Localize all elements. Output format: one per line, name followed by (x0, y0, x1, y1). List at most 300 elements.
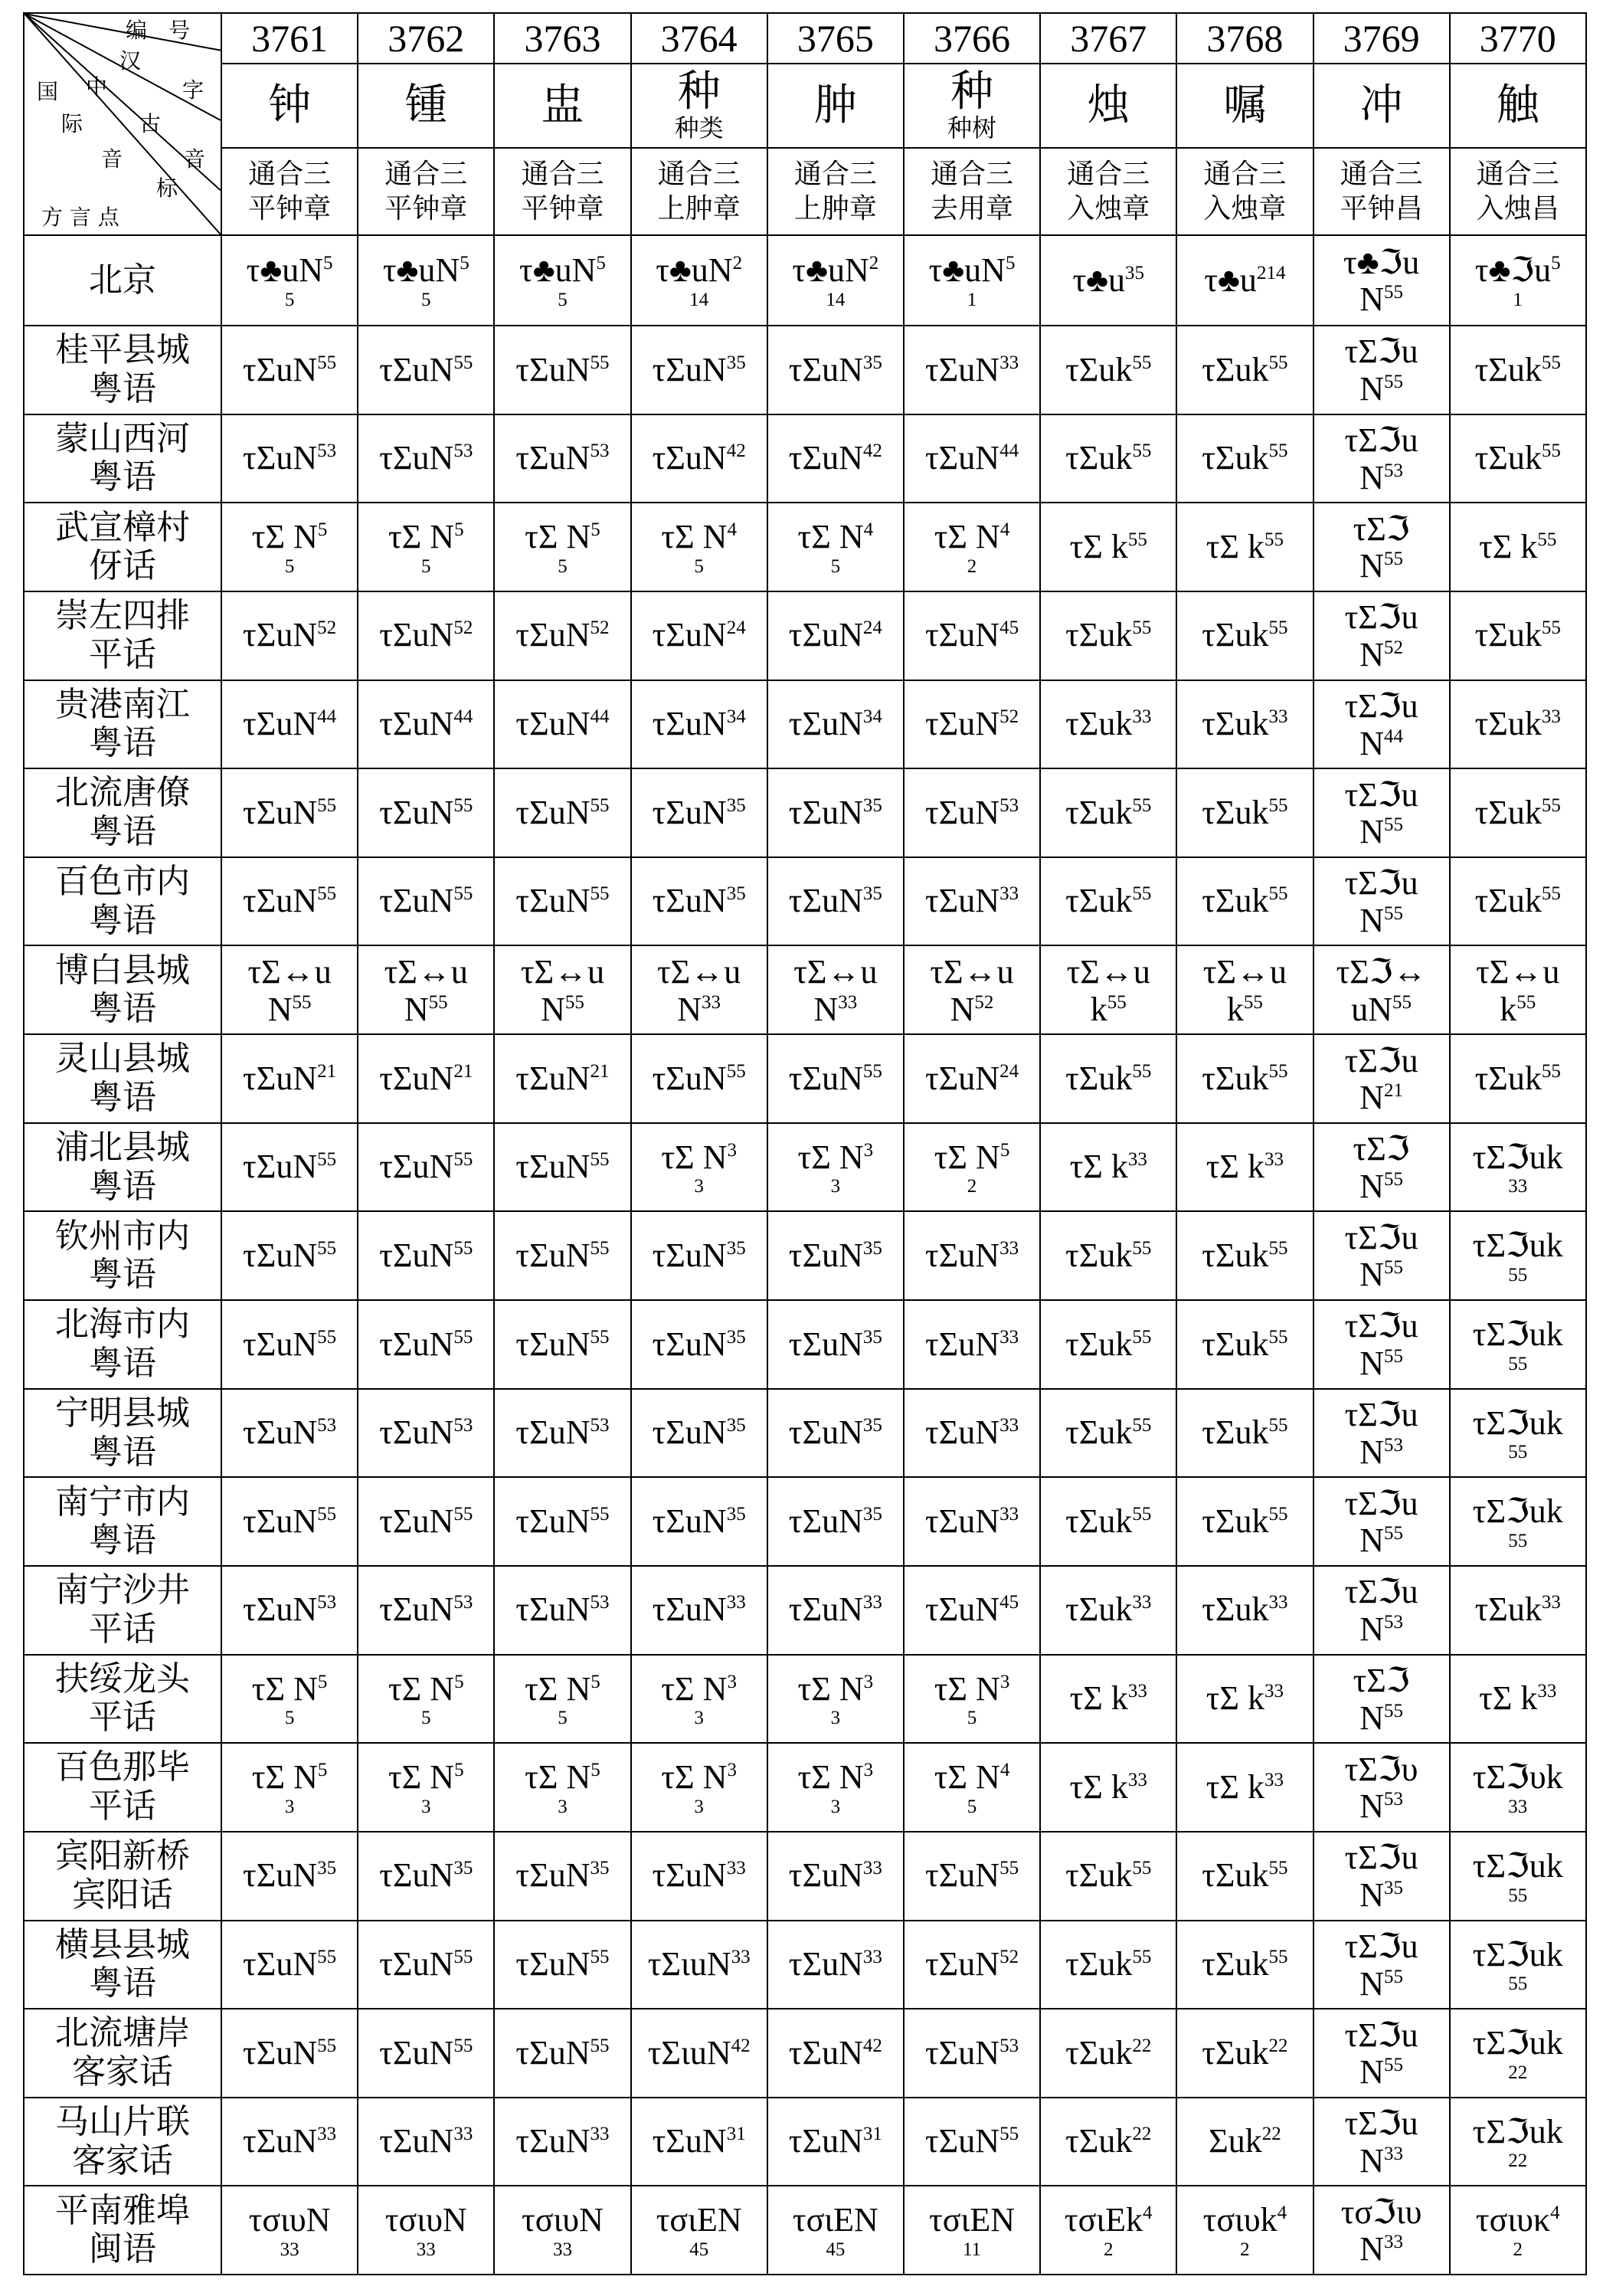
ipa-text: τΣuN (379, 350, 454, 388)
pronunciation-cell (1176, 680, 1313, 769)
pronunciation-cell (631, 1123, 767, 1212)
pronunciation-cell (904, 1655, 1040, 1744)
pronunciation-cell (1313, 2098, 1450, 2186)
pronunciation-cell (494, 1034, 630, 1123)
ipa-text: τΣuN (924, 439, 1000, 477)
pronunciation-cell (221, 680, 358, 769)
dialect-row (24, 945, 1586, 1034)
dialect-name-cell (24, 768, 221, 857)
tone-superscript: 55 (1243, 991, 1263, 1013)
dialect-row (24, 1389, 1586, 1478)
ipa-text-continued: N (1359, 724, 1384, 762)
pronunciation-cell (358, 1123, 494, 1212)
tone-subscript: 55 (1508, 1442, 1528, 1463)
pronunciation-cell (1176, 2009, 1313, 2098)
pronunciation-cell (358, 1034, 494, 1123)
pronunciation-cell (904, 945, 1040, 1034)
ipa-text: τΣιuN (647, 1945, 731, 1983)
ipa-text: τσιEN (792, 2201, 878, 2239)
dialect-name-line: 百色那毕 (55, 1747, 190, 1787)
tone-superscript: 33 (999, 352, 1019, 373)
ipa-text: τΣuN (788, 882, 863, 920)
tone-superscript: 53 (590, 1592, 610, 1613)
tone-superscript: 55 (1383, 549, 1403, 570)
tone-superscript: 55 (428, 991, 448, 1013)
pronunciation-cell (221, 235, 358, 326)
pronunciation-cell (767, 1655, 904, 1744)
pronunciation-cell (1450, 2009, 1586, 2098)
ipa-text-continued: N (1359, 635, 1384, 673)
pronunciation-cell (767, 1832, 904, 1921)
tone-superscript: 55 (1132, 1237, 1152, 1259)
tone-superscript: 35 (317, 1858, 337, 1879)
tone-superscript: 33 (1127, 1769, 1147, 1790)
ipa-text: τΣuN (924, 1945, 1000, 1983)
dialect-name-line: 粤语 (89, 1521, 156, 1561)
pronunciation-cell (1040, 1832, 1176, 1921)
pronunciation-cell (494, 235, 630, 326)
tone-subscript: 11 (962, 2239, 982, 2261)
ipa-text: τΣuk (1474, 350, 1542, 388)
dialect-name-line: 粤语 (89, 457, 156, 497)
ipa-text: τσιυN (522, 2201, 604, 2239)
tone-superscript: 5 (590, 519, 600, 541)
ipa-text: τΣ k (1206, 1679, 1265, 1718)
tone-subscript: 2 (967, 1176, 977, 1197)
middle-chinese-line: 上肿章 (657, 193, 741, 224)
ipa-text: τΣuN (652, 1502, 727, 1540)
pronunciation-cell (904, 2009, 1040, 2098)
tone-superscript: 55 (1383, 1346, 1403, 1367)
tone-superscript: 55 (453, 1947, 473, 1968)
dialect-name-line: 平话 (89, 1787, 156, 1826)
tone-superscript: 42 (862, 441, 882, 462)
ipa-text: τΣ N (661, 1758, 728, 1797)
pronunciation-cell (1040, 768, 1176, 857)
ipa-text: τΣuN (243, 350, 318, 388)
ipa-text: τΣuN (924, 1502, 1000, 1540)
tone-superscript: 33 (726, 1592, 746, 1613)
tone-superscript: 31 (862, 2124, 882, 2145)
dialect-name-cell (24, 857, 221, 946)
pronunciation-cell (221, 2186, 358, 2275)
middle-chinese-line: 通合三 (793, 159, 877, 190)
tone-superscript: 55 (1132, 1858, 1152, 1879)
ipa-text: τΣℑu (1344, 598, 1418, 637)
ipa-text: τΣuk (1202, 2033, 1269, 2072)
tone-superscript: 31 (726, 2124, 746, 2145)
pronunciation-cell (221, 1743, 358, 1832)
tone-superscript: 55 (317, 1149, 337, 1171)
ipa-text: τΣuk (1065, 1502, 1133, 1540)
dialect-name-cell (24, 235, 221, 326)
pronunciation-cell (767, 768, 904, 857)
tone-superscript: 3 (727, 1760, 737, 1781)
pronunciation-cell (1176, 1211, 1313, 1300)
ipa-text: τΣuN (515, 1502, 590, 1540)
ipa-text: τΣℑu (1344, 775, 1418, 814)
pronunciation-cell (904, 235, 1040, 326)
ipa-text: τΣℑuk (1472, 2112, 1563, 2150)
pronunciation-cell (767, 1123, 904, 1212)
dialect-row (24, 680, 1586, 769)
ipa-text: τΣuk (1065, 2122, 1133, 2160)
tone-subscript: 33 (1508, 1176, 1528, 1197)
ipa-text: τΣuN (788, 1059, 863, 1097)
ipa-text-continued: k (1226, 990, 1244, 1028)
pronunciation-cell (1040, 680, 1176, 769)
dialect-name-line: 粤语 (89, 812, 156, 852)
ipa-text: τΣuk (1474, 439, 1542, 477)
tone-subscript: 33 (280, 2239, 299, 2261)
pronunciation-cell (1450, 1743, 1586, 1832)
ipa-text-continued: N (541, 990, 565, 1028)
ipa-text: τΣuN (379, 616, 454, 654)
pronunciation-cell (904, 857, 1040, 946)
ipa-text: τΣ k (1069, 1679, 1128, 1718)
tone-superscript: 4 (863, 519, 874, 541)
tone-superscript: 55 (590, 352, 610, 373)
pronunciation-cell (358, 2098, 494, 2186)
pronunciation-cell (1176, 1477, 1313, 1566)
ipa-text: τΣℑu (1344, 2104, 1418, 2143)
tone-superscript: 55 (1392, 991, 1412, 1013)
ipa-text: τΣ k (1479, 1679, 1538, 1718)
tone-subscript: 3 (694, 1176, 704, 1197)
pronunciation-cell (1450, 1123, 1586, 1212)
pronunciation-cell (1313, 1300, 1450, 1389)
tone-superscript: 4 (1143, 2203, 1153, 2224)
pronunciation-cell (494, 414, 630, 503)
pronunciation-cell (904, 1477, 1040, 1566)
tone-subscript: 5 (284, 555, 295, 577)
ipa-text-continued: N (1359, 1610, 1384, 1648)
tone-superscript: 33 (1127, 1149, 1147, 1171)
pronunciation-cell (358, 680, 494, 769)
ipa-text: τΣuN (788, 705, 863, 743)
pronunciation-cell (358, 1921, 494, 2009)
ipa-text: τΣuN (652, 882, 727, 920)
ipa-text: τΣuN (515, 1325, 590, 1363)
pronunciation-cell (767, 2009, 904, 2098)
pronunciation-cell (1040, 503, 1176, 591)
character-cell (358, 64, 494, 148)
dialect-name-cell (24, 1743, 221, 1832)
pronunciation-cell (904, 414, 1040, 503)
ipa-text: τΣuk (1065, 1325, 1133, 1363)
ipa-text: τΣ N (934, 1758, 1000, 1797)
pronunciation-cell (1176, 857, 1313, 946)
tone-superscript: 5 (590, 1671, 600, 1692)
pronunciation-cell (1040, 591, 1176, 680)
tone-superscript: 55 (1383, 1966, 1403, 1987)
ipa-text: τΣ k (1206, 1767, 1265, 1806)
pronunciation-cell (1313, 768, 1450, 857)
ipa-text: τΣuN (924, 882, 1000, 920)
tone-superscript: 33 (1127, 1681, 1147, 1702)
ipa-text: τΣuN (924, 1059, 1000, 1097)
tone-superscript: 21 (317, 1060, 337, 1082)
ipa-text: τ♣ℑu (1474, 251, 1552, 290)
tone-subscript: 55 (1508, 1265, 1528, 1286)
dialect-name-cell (24, 2098, 221, 2186)
pronunciation-cell (1176, 1566, 1313, 1655)
pronunciation-cell (1176, 591, 1313, 680)
ipa-text: τΣuN (379, 2033, 454, 2072)
middle-chinese-line: 通合三 (521, 159, 604, 190)
pronunciation-cell (904, 680, 1040, 769)
number-cell: 3766 (904, 13, 1040, 64)
pronunciation-cell (904, 326, 1040, 414)
tone-superscript: 55 (1132, 1947, 1152, 1968)
pronunciation-cell (767, 1389, 904, 1478)
ipa-text: τΣuk (1202, 1590, 1269, 1629)
dialect-row (24, 235, 1586, 326)
dialect-row (24, 2098, 1586, 2186)
pronunciation-cell (767, 1743, 904, 1832)
pronunciation-cell (221, 2009, 358, 2098)
ipa-text-continued: N (1359, 2141, 1384, 2180)
ipa-text: τΣuk (1065, 350, 1133, 388)
pronunciation-cell (1040, 2186, 1176, 2275)
pronunciation-cell (631, 1211, 767, 1300)
ipa-text: τΣ↔u (1202, 952, 1287, 991)
ipa-text: τΣuN (515, 1856, 590, 1895)
dialect-name-line: 蒙山西河 (55, 418, 190, 458)
dialect-name-line: 平南雅埠 (55, 2190, 190, 2230)
tone-superscript: 33 (1268, 1592, 1288, 1613)
pronunciation-cell (767, 503, 904, 591)
ipa-text-continued: uN (1351, 990, 1392, 1028)
ipa-text: τΣℑuk (1472, 1227, 1563, 1265)
ipa-text: τΣℑu (1344, 1041, 1418, 1079)
pronunciation-cell (358, 235, 494, 326)
tone-superscript: 214 (1256, 262, 1286, 283)
pronunciation-cell (1040, 945, 1176, 1034)
tone-superscript: 55 (453, 883, 473, 905)
middle-chinese-line: 通合三 (931, 159, 1014, 190)
pronunciation-cell (1313, 680, 1450, 769)
middle-chinese-line: 入烛章 (1067, 193, 1150, 224)
dialect-name-line: 浦北县城 (55, 1127, 190, 1167)
tone-superscript: 55 (1132, 1326, 1152, 1348)
tone-superscript: 33 (1132, 706, 1152, 728)
dialect-row (24, 1832, 1586, 1921)
ipa-text: τΣℑuk (1472, 1315, 1563, 1354)
tone-superscript: 35 (726, 883, 746, 905)
tone-superscript: 53 (590, 1415, 610, 1436)
ipa-text: τΣuN (652, 705, 727, 743)
tone-superscript: 35 (726, 1503, 746, 1525)
ipa-text: τΣuN (652, 2122, 727, 2160)
dialect-row (24, 1743, 1586, 1832)
middle-chinese-line: 通合三 (1203, 159, 1287, 190)
tone-superscript: 53 (317, 1415, 337, 1436)
pronunciation-cell (221, 1123, 358, 1212)
pronunciation-cell (631, 2098, 767, 2186)
dialect-name-cell (24, 1123, 221, 1212)
tone-superscript: 55 (1268, 1947, 1288, 1968)
ipa-text-continued: N (1359, 1256, 1384, 1294)
corner-guo-label: 国 (37, 79, 59, 104)
ipa-text: τΣ N (661, 1669, 728, 1708)
tone-superscript: 55 (453, 1149, 473, 1171)
ipa-text: τΣuN (652, 616, 727, 654)
pronunciation-cell (358, 326, 494, 414)
tone-superscript: 55 (590, 1503, 610, 1525)
tone-superscript: 55 (1268, 352, 1288, 373)
ipa-text-continued: N (1359, 370, 1384, 408)
ipa-text-continued: N (677, 990, 702, 1028)
character-cell (1040, 64, 1176, 148)
tone-superscript: 53 (1383, 1611, 1403, 1633)
ipa-text: τΣuN (788, 1945, 863, 1983)
tone-superscript: 55 (999, 1858, 1019, 1879)
ipa-text: τΣℑuk (1472, 1935, 1563, 1973)
ipa-text: τΣℑu (1344, 1573, 1418, 1611)
pronunciation-cell (1313, 414, 1450, 503)
middle-chinese-cell (904, 148, 1040, 235)
tone-subscript: 2 (1513, 2239, 1523, 2261)
corner-biao-label: 标 (156, 175, 178, 201)
pronunciation-cell (1450, 1300, 1586, 1389)
ipa-text: τΣuN (515, 705, 590, 743)
ipa-text: τΣuN (652, 1236, 727, 1274)
ipa-text: τΣuN (379, 793, 454, 831)
number-cell: 3768 (1176, 13, 1313, 64)
ipa-text: τΣuN (515, 2122, 590, 2160)
ipa-text: τΣℑu (1344, 421, 1418, 460)
middle-chinese-line: 入烛章 (1203, 193, 1287, 224)
ipa-text: τΣuk (1202, 1236, 1269, 1274)
dialect-name-line: 粤语 (89, 1255, 156, 1295)
ipa-text: τΣℑu (1344, 864, 1418, 902)
pronunciation-cell (1450, 1389, 1586, 1478)
dialect-row (24, 591, 1586, 680)
pronunciation-cell (1450, 1566, 1586, 1655)
pronunciation-cell (767, 2186, 904, 2275)
pronunciation-cell (494, 857, 630, 946)
pronunciation-cell (1313, 2009, 1450, 2098)
tone-superscript: 55 (453, 1237, 473, 1259)
tone-superscript: 55 (1268, 1503, 1288, 1525)
number-cell: 3765 (767, 13, 904, 64)
corner-yin2-label: 音 (184, 146, 206, 172)
pronunciation-cell (767, 235, 904, 326)
tone-superscript: 55 (1268, 1237, 1288, 1259)
ipa-text: τΣuk (1065, 705, 1133, 743)
tone-superscript: 33 (702, 991, 721, 1013)
corner-zhong-label: 中 (86, 74, 108, 100)
pronunciation-cell (1450, 1921, 1586, 2009)
dialect-row (24, 1123, 1586, 1212)
ipa-text: τΣuk (1474, 1059, 1542, 1097)
pronunciation-cell (1450, 414, 1586, 503)
middle-chinese-line: 平钟昌 (1340, 193, 1423, 224)
ipa-text-continued: N (1359, 280, 1384, 319)
middle-chinese-line: 平钟章 (384, 193, 468, 224)
tone-superscript: 5 (454, 1671, 464, 1692)
pronunciation-cell (767, 326, 904, 414)
pronunciation-cell (1176, 1832, 1313, 1921)
dialect-name-line: 贵港南江 (55, 684, 190, 724)
dialect-name-cell (24, 2009, 221, 2098)
dialect-name-cell (24, 1566, 221, 1655)
pronunciation-cell (904, 1743, 1040, 1832)
ipa-text: τΣuN (515, 1413, 590, 1452)
ipa-text: τΣℑu (1344, 332, 1418, 371)
ipa-text-continued: N (1359, 2053, 1384, 2091)
ipa-text: τΣuN (379, 1590, 454, 1629)
ipa-text: τΣuN (515, 882, 590, 920)
dialect-name-line: 宾阳话 (72, 1875, 173, 1914)
pronunciation-cell (904, 1034, 1040, 1123)
middle-chinese-line: 通合三 (384, 159, 468, 190)
ipa-text: τΣuN (924, 1856, 1000, 1895)
pronunciation-cell (221, 1477, 358, 1566)
pronunciation-cell (631, 326, 767, 414)
tone-superscript: 35 (453, 1858, 473, 1879)
tone-superscript: 55 (1268, 1326, 1288, 1348)
tone-superscript: 34 (862, 706, 882, 728)
tone-superscript: 33 (726, 1858, 746, 1879)
pronunciation-cell (1176, 945, 1313, 1034)
ipa-text: τΣ k (1069, 1767, 1128, 1806)
tone-superscript: 55 (590, 2035, 610, 2056)
tone-superscript: 55 (292, 991, 312, 1013)
pronunciation-cell (1313, 945, 1450, 1034)
ipa-text: τΣuk (1202, 1059, 1269, 1097)
ipa-text-continued: N (1359, 1698, 1384, 1737)
pronunciation-cell (1040, 1211, 1176, 1300)
ipa-text: τΣ k (1069, 527, 1128, 565)
tone-superscript: 42 (731, 2035, 751, 2056)
character-glyph: 钟 (268, 80, 312, 130)
tone-superscript: 55 (590, 1237, 610, 1259)
ipa-text-continued: N (950, 990, 975, 1028)
middle-chinese-line: 通合三 (1476, 159, 1559, 190)
ipa-text: τΣuN (652, 1413, 727, 1452)
tone-superscript: 22 (1261, 2124, 1281, 2145)
pronunciation-cell (767, 1300, 904, 1389)
pronunciation-cell (1040, 1034, 1176, 1123)
ipa-text: τΣuN (924, 1325, 1000, 1363)
character-glyph: 肿 (813, 80, 857, 130)
ipa-text: τΣ k (1206, 1148, 1265, 1186)
pronunciation-cell (1450, 326, 1586, 414)
ipa-text: τΣ N (661, 1138, 728, 1176)
ipa-text: τΣuN (379, 1413, 454, 1452)
ipa-text-continued: N (1359, 901, 1384, 939)
dialect-name-line: 崇左四排 (55, 596, 190, 636)
ipa-text: τΣ N (934, 1138, 1000, 1176)
dialect-name-line: 博白县城 (55, 950, 190, 990)
tone-superscript: 55 (1541, 883, 1561, 905)
ipa-text: τΣ N (388, 518, 455, 556)
ipa-text: τΣuN (379, 439, 454, 477)
dialect-name-line: 粤语 (89, 1077, 156, 1117)
character-glyph: 烛 (1087, 80, 1130, 130)
middle-chinese-cell (1313, 148, 1450, 235)
dialect-row (24, 1921, 1586, 2009)
pronunciation-cell (494, 680, 630, 769)
character-glyph: 触 (1496, 80, 1539, 130)
ipa-text: τΣ N (797, 1758, 864, 1797)
ipa-text: τΣℑu (1344, 686, 1418, 725)
ipa-text: τΣuN (788, 2122, 863, 2160)
ipa-text: τσιEk (1064, 2201, 1143, 2239)
pronunciation-cell (1176, 768, 1313, 857)
